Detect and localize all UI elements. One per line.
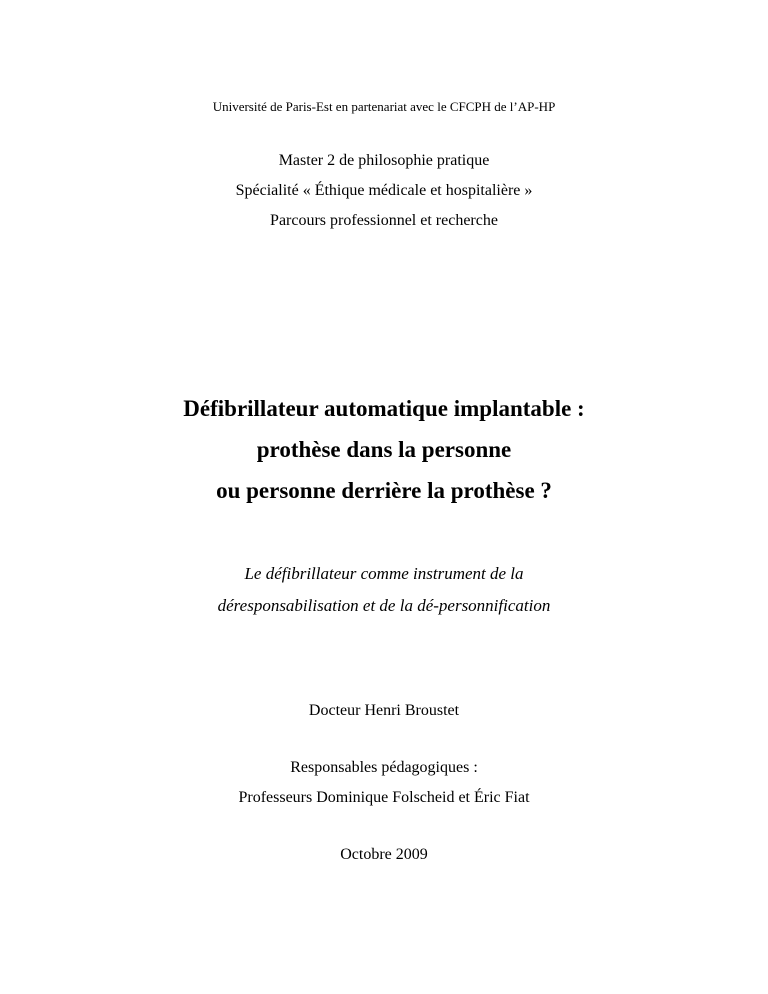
supervisors-label: Responsables pédagogiques : (290, 759, 478, 776)
thesis-subtitle-line-1: Le défibrillateur comme instrument de la (244, 564, 524, 583)
submission-date: Octobre 2009 (340, 846, 428, 863)
supervisors-names: Professeurs Dominique Folscheid et Éric Fiat (238, 789, 530, 806)
thesis-title-line-2: prothèse dans la personne (256, 437, 512, 462)
program-line: Master 2 de philosophie pratique (278, 152, 490, 169)
specialty-line: Spécialité « Éthique médicale et hospitalière » (235, 182, 533, 199)
author-name: Docteur Henri Broustet (308, 702, 460, 719)
thesis-subtitle-line-2: déresponsabilisation et de la dé-personnification (217, 596, 551, 615)
track-line: Parcours professionnel et recherche (270, 212, 498, 229)
institution-line: Université de Paris-Est en partenariat avec le CFCPH de l’AP-HP (212, 99, 556, 114)
thesis-title-line-1: Défibrillateur automatique implantable : (183, 396, 585, 421)
thesis-title-line-3: ou personne derrière la prothèse ? (216, 478, 552, 503)
